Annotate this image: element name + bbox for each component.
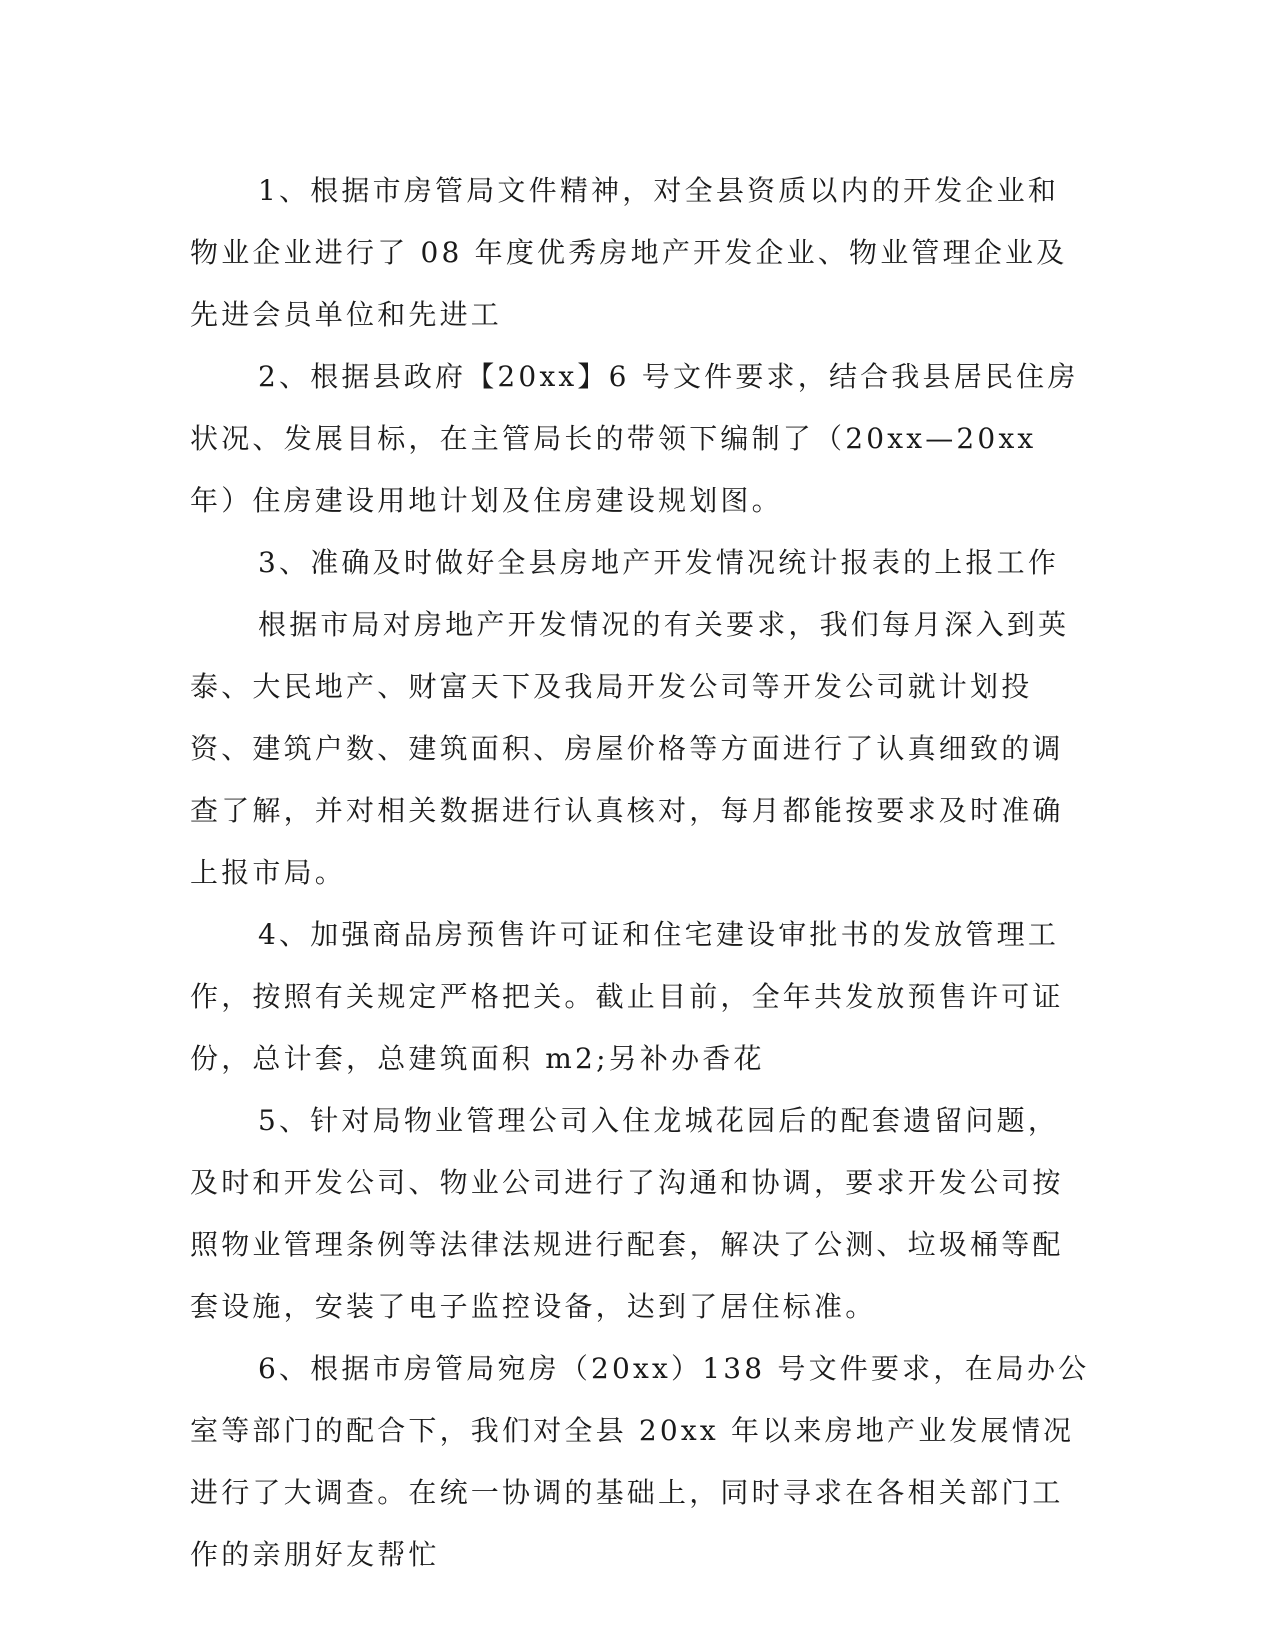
- paragraph-2: 2、根据县政府【20xx】6 号文件要求，结合我县居民住房状况、发展目标，在主管局长的带领下编制了（20xx—20xx 年）住房建设用地计划及住房建设规划图。: [190, 360, 1079, 517]
- paragraph-3: 3、准确及时做好全县房地产开发情况统计报表的上报工作: [258, 546, 1060, 579]
- paragraph-6: 5、针对局物业管理公司入住龙城花园后的配套遗留问题，及时和开发公司、物业公司进行了沟通和协调，要求开发公司按照物业管理条例等法律法规进行配套，解决了公测、垃圾桶等配套设施，安装了电子监控设备，达到了居住标准。: [190, 1104, 1064, 1323]
- document-body: [190, 160, 1090, 1586]
- paragraph-5: 4、加强商品房预售许可证和住宅建设审批书的发放管理工作，按照有关规定严格把关。截止目前，全年共发放预售许可证份，总计套，总建筑面积 m2;另补办香花: [190, 918, 1064, 1075]
- paragraph-1: 1、根据市房管局文件精神，对全县资质以内的开发企业和物业企业进行了 08 年度优秀房地产开发企业、物业管理企业及先进会员单位和先进工: [190, 174, 1068, 331]
- paragraph-4: 根据市局对房地产开发情况的有关要求，我们每月深入到英泰、大民地产、财富天下及我局开发公司等开发公司就计划投资、建筑户数、建筑面积、房屋价格等方面进行了认真细致的调查了解，并对相关数据进行认真核对，每月都能按要求及时准确上报市局。: [190, 608, 1070, 889]
- paragraph-7: 6、根据市房管局宛房（20xx）138 号文件要求，在局办公室等部门的配合下，我们对全县 20xx 年以来房地产业发展情况进行了大调查。在统一协调的基础上，同时寻求在各相关部门工作的亲朋好友帮忙: [190, 1352, 1090, 1571]
